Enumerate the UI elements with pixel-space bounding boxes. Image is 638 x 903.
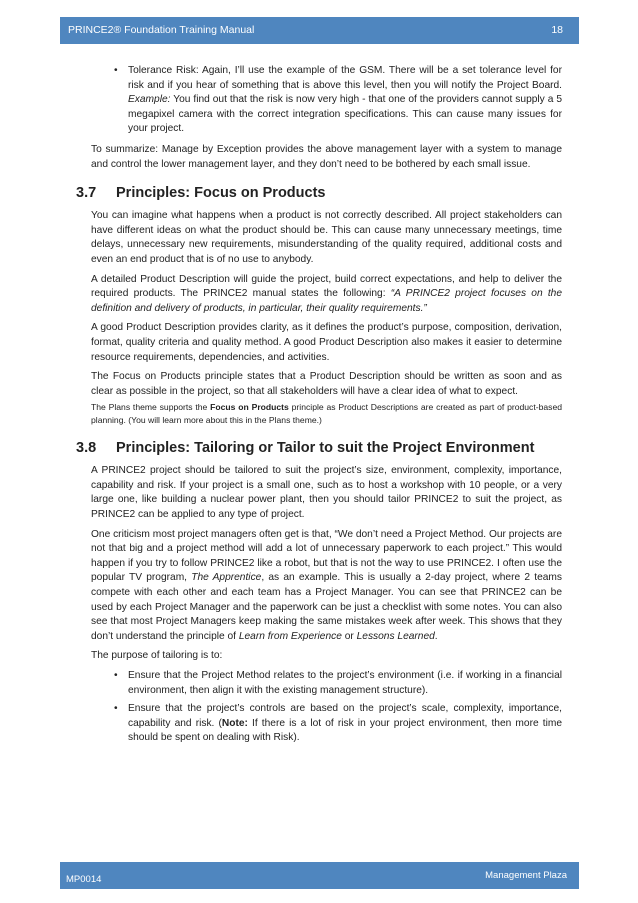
list-item: • Ensure that the project’s controls are based on the project’s scale, complexity, importance, capability and risk. (Note: If there is a lot of risk in your project environment, then more time should be spent on dealing with Risk). — [114, 703, 562, 744]
paragraph: The Focus on Products principle states that a Product Description should be written as soon and as clear as possible in the project, so that all stakeholders will have a clear idea of what to expect. — [91, 371, 562, 397]
page-content — [76, 64, 562, 752]
list-item: • Tolerance Risk: Again, I’ll use the example of the GSM. There will be a set tolerance level for risk and if you hear of something that is above this level, then you will notify the Project Board. Example: You find out that the risk is now very high - that one of the providers cannot supply a 5 megapixel camera with the correct integration specifications. This can cause many issues for your project. — [114, 65, 562, 135]
page-number: 18 — [551, 24, 563, 36]
section-heading-3-8 — [76, 439, 562, 457]
document-code: MP0014 — [66, 874, 102, 885]
paragraph: A detailed Product Description will guide the project, build correct expectations, and help to deliver the required products. The PRINCE2 manual states the following: “A PRINCE2 project focuses on the definition and delivery of products, in particular, their quality requirements.” — [91, 273, 562, 314]
manual-title: PRINCE2® Foundation Training Manual — [68, 24, 255, 36]
list-item: • Ensure that the Project Method relates to the project’s environment (i.e. if working in a financial environment, then align it with the existing management structure). — [114, 670, 562, 696]
section-heading-3-7 — [76, 184, 562, 202]
section-title: Principles: Focus on Products — [116, 185, 326, 202]
tailoring-bullet-list — [76, 669, 562, 746]
paragraph: The Plans theme supports the Focus on Products principle as Product Descriptions are created as part of product-based planning. (You will learn more about this in the Plans theme.) — [91, 402, 563, 426]
intro-bullet-list — [76, 64, 562, 137]
paragraph: A PRINCE2 project should be tailored to suit the project’s size, environment, complexity, importance, capability and risk. If your project is a small one, such as to host a workshop with 10 people, or a very large one, like building a nuclear power plant, then you should tailor PRINCE2 to suit the project, as PRINCE2 can be applied to any type of project. — [91, 465, 562, 521]
paragraph: A good Product Description provides clarity, as it defines the product’s purpose, composition, derivation, format, quality criteria and quality method. A good Product Description also makes it easier to determine resource requirements, dependencies, and activities. — [91, 322, 562, 363]
page-header — [60, 17, 579, 44]
brand-name: Management Plaza — [485, 870, 567, 881]
page-footer — [60, 862, 579, 889]
section-number: 3.7 — [76, 185, 97, 202]
section-number: 3.8 — [76, 440, 97, 457]
paragraph: The purpose of tailoring is to: — [91, 650, 223, 662]
bullet-icon: • — [114, 670, 118, 681]
paragraph: You can imagine what happens when a product is not correctly described. All project stakeholders can have different ideas on what the product should be. This can cause many unnecessary meetings, time delays, unnecessary new requirements, misunderstanding of the quality required, additional costs and even an end product that is of no use to anybody. — [91, 210, 562, 265]
bullet-icon: • — [114, 65, 118, 76]
bullet-icon: • — [114, 703, 118, 715]
section-title: Principles: Tailoring or Tailor to suit the Project Environment — [116, 440, 535, 457]
summary-paragraph: To summarize: Manage by Exception provides the above management layer with a system to manage and control the lower management layer, and they don’t need to be bothered by each small issue. — [91, 143, 562, 170]
paragraph: One criticism most project managers often get is that, “We don’t need a Project Method. Our projects are not that big and a project method will add a lot of unnecessary paperwork to each project.” This would happen if you try to follow PRINCE2 like a robot, but that is not the way to use PRINCE2. I often use the popular TV program, The Apprentice, as an example. This is usually a 2-day project, where 2 teams compete with each other and each team has a Project Manager. You can see that PRINCE2 can be used by each Project Manager and the paperwork can be just a checklist with some notes. You can also see that most Project Managers keep making the same mistakes week after week. This shows that they don’t understand the principle of Learn from Experience or Lessons Learned. — [91, 528, 562, 642]
